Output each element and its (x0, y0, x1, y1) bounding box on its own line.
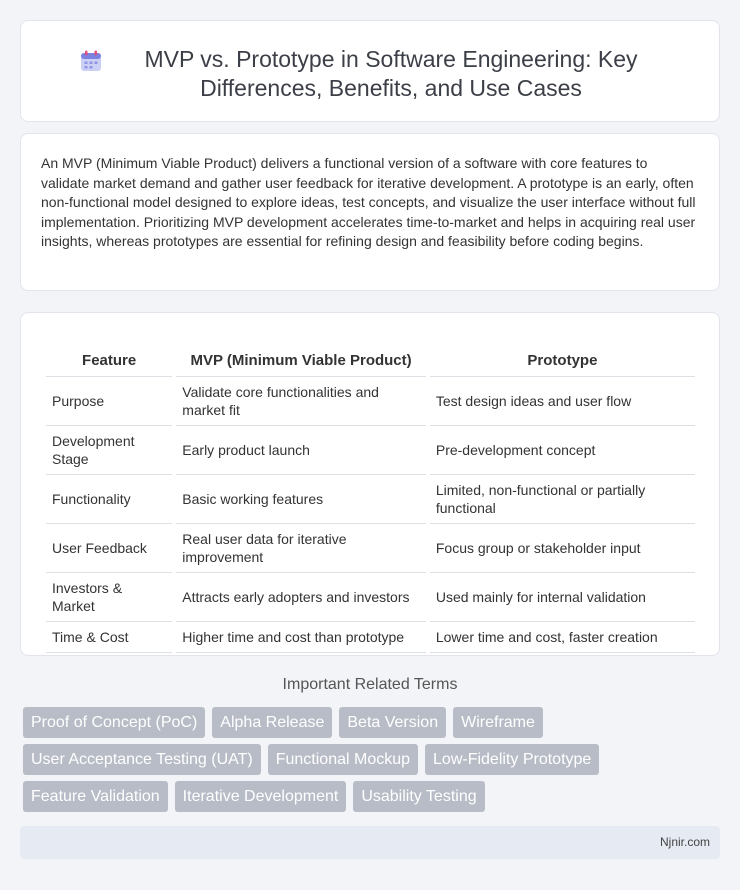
table-row (46, 426, 695, 475)
cell-feature: Functionality (46, 475, 172, 524)
tag-beta-version[interactable]: Beta Version (339, 707, 446, 738)
table-row (46, 377, 695, 426)
page-title: MVP vs. Prototype in Software Engineering: Key Differences, Benefits, and Use Cases (144, 46, 638, 101)
table-row (46, 622, 695, 653)
cell-feature: User Feedback (46, 524, 172, 573)
cell-mvp: Attracts early adopters and investors (176, 573, 426, 622)
header-mvp: MVP (Minimum Viable Product) (176, 333, 426, 377)
tag-functional-mockup[interactable]: Functional Mockup (268, 744, 418, 775)
summary-card (20, 133, 720, 291)
cell-feature: Investors & Market (46, 573, 172, 622)
cell-prototype: Focus group or stakeholder input (430, 524, 695, 573)
cell-mvp: Early product launch (176, 426, 426, 475)
cell-prototype: Limited, non-functional or partially functional (430, 475, 695, 524)
footer (20, 826, 720, 859)
cell-feature: Purpose (46, 377, 172, 426)
header-prototype: Prototype (430, 333, 695, 377)
table-row (46, 573, 695, 622)
tag-iterative-development[interactable]: Iterative Development (175, 781, 347, 812)
table-row (46, 475, 695, 524)
tag-wireframe[interactable]: Wireframe (453, 707, 543, 738)
tag-feature-validation[interactable]: Feature Validation (23, 781, 168, 812)
related-terms-tags (23, 707, 713, 812)
header-feature: Feature (46, 333, 172, 377)
tag-low-fidelity-prototype[interactable]: Low-Fidelity Prototype (425, 744, 599, 775)
title-wrap (21, 21, 719, 103)
cell-prototype: Pre-development concept (430, 426, 695, 475)
table-header-row (46, 333, 695, 377)
tag-proof-of-concept[interactable]: Proof of Concept (PoC) (23, 707, 205, 738)
cell-feature: Development Stage (46, 426, 172, 475)
cell-mvp: Basic working features (176, 475, 426, 524)
related-terms-title: Important Related Terms (282, 676, 458, 693)
summary-paragraph: An MVP (Minimum Viable Product) delivers a functional version of a software with core features to validate market demand and gather user feedback for iterative development. A prototype is an early, often non-functional model designed to explore ideas, test concepts, and visualize the user interface without full implementation. Prioritizing MVP development accelerates time-to-market and helps in acquiring real user insights, whereas prototypes are essential for refining design and feasibility before coding begins. (41, 155, 696, 250)
tag-user-acceptance-testing[interactable]: User Acceptance Testing (UAT) (23, 744, 261, 775)
calendar-icon (79, 49, 103, 73)
cell-prototype: Lower time and cost, faster creation (430, 622, 695, 653)
comparison-table-card (20, 312, 720, 656)
cell-mvp: Real user data for iterative improvement (176, 524, 426, 573)
cell-mvp: Higher time and cost than prototype (176, 622, 426, 653)
tag-usability-testing[interactable]: Usability Testing (353, 781, 484, 812)
tag-alpha-release[interactable]: Alpha Release (212, 707, 332, 738)
cell-prototype: Used mainly for internal validation (430, 573, 695, 622)
title-card (20, 20, 720, 122)
table-row (46, 524, 695, 573)
footer-site-link[interactable]: Njnir.com (659, 835, 710, 849)
cell-prototype: Test design ideas and user flow (430, 377, 695, 426)
comparison-table (42, 333, 699, 653)
cell-mvp: Validate core functionalities and market fit (176, 377, 426, 426)
cell-feature: Time & Cost (46, 622, 172, 653)
